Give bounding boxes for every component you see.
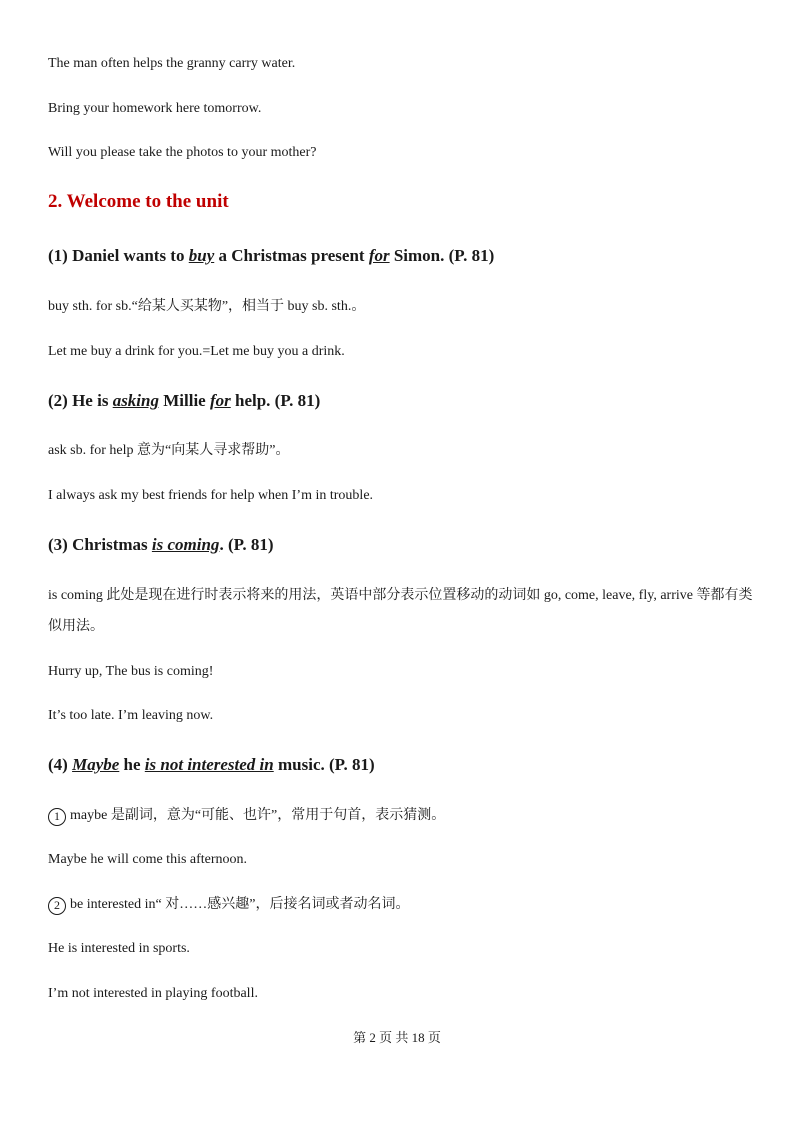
item-4-example-2: He is interested in sports.	[48, 941, 190, 956]
item-2-keyword-asking: asking	[112, 391, 159, 410]
item-1-note: buy sth. for sb.“给某人买某物”，相当于 buy sb. sth.。	[48, 299, 366, 314]
item-4-point-2-text: be interested in“ 对……感兴趣”，后接名词或者动名词。	[70, 897, 410, 912]
item-4-keyword-not-interested: is not interested in	[144, 755, 274, 774]
item-4-heading	[48, 755, 375, 775]
item-1-number: (1)	[48, 246, 68, 265]
item-3-example-2: It’s too late. I’m leaving now.	[48, 708, 214, 723]
circled-number-1: 1	[48, 808, 66, 826]
item-2-number: (2)	[48, 391, 68, 410]
intro-line-1: The man often helps the granny carry water.	[48, 56, 296, 71]
item-4-point-1-text: maybe 是副词，意为“可能、也许”，常用于句首，表示猜测。	[70, 808, 446, 823]
item-1-example: Let me buy a drink for you.=Let me buy you a drink.	[48, 344, 345, 359]
item-2-text-b: Millie	[158, 391, 210, 410]
item-2-keyword-for: for	[209, 391, 231, 410]
section-title-text: Welcome to the unit	[66, 191, 229, 212]
item-4-point-1	[48, 806, 754, 826]
item-3-heading	[48, 535, 274, 555]
section-number: 2.	[48, 191, 63, 212]
item-4-example-1: Maybe he will come this afternoon.	[48, 852, 248, 867]
item-3-number: (3)	[48, 535, 68, 554]
intro-line-3: Will you please take the photos to your mother?	[48, 145, 317, 160]
item-2-text-c: help. (P. 81)	[230, 391, 321, 410]
item-1-text-a: Daniel wants to	[72, 246, 189, 265]
item-1-keyword-for: for	[368, 246, 390, 265]
item-4-number: (4)	[48, 755, 68, 774]
item-4-keyword-maybe: Maybe	[72, 755, 120, 774]
item-2-text-a: He is	[72, 391, 113, 410]
item-1-text-b: a Christmas present	[214, 246, 369, 265]
item-3-text-a: Christmas	[72, 535, 152, 554]
item-3-note: is coming 此处是现在进行时表示将来的用法，英语中部分表示位置移动的动词如 go, come, leave, fly, arrive 等都有类似用法。	[48, 588, 753, 634]
item-4-text-b: music. (P. 81)	[273, 755, 375, 774]
item-1-text-c: Simon. (P. 81)	[389, 246, 495, 265]
item-1-heading	[48, 246, 494, 266]
item-4-point-2	[48, 895, 754, 915]
item-4-text-a: he	[119, 755, 145, 774]
item-3-keyword-is-coming: is coming	[151, 535, 220, 554]
page-footer: 第 2 页 共 18 页	[353, 1030, 441, 1045]
item-2-example: I always ask my best friends for help when I’m in trouble.	[48, 488, 374, 503]
item-3-example-1: Hurry up, The bus is coming!	[48, 664, 214, 679]
item-2-heading	[48, 391, 320, 411]
item-1-keyword-buy: buy	[188, 246, 215, 265]
item-4-example-3: I’m not interested in playing football.	[48, 986, 258, 1001]
item-2-note: ask sb. for help 意为“向某人寻求帮助”。	[48, 443, 290, 458]
item-3-text-b: . (P. 81)	[219, 535, 274, 554]
intro-line-2: Bring your homework here tomorrow.	[48, 101, 262, 116]
circled-number-2: 2	[48, 897, 66, 915]
section-title	[48, 191, 229, 213]
